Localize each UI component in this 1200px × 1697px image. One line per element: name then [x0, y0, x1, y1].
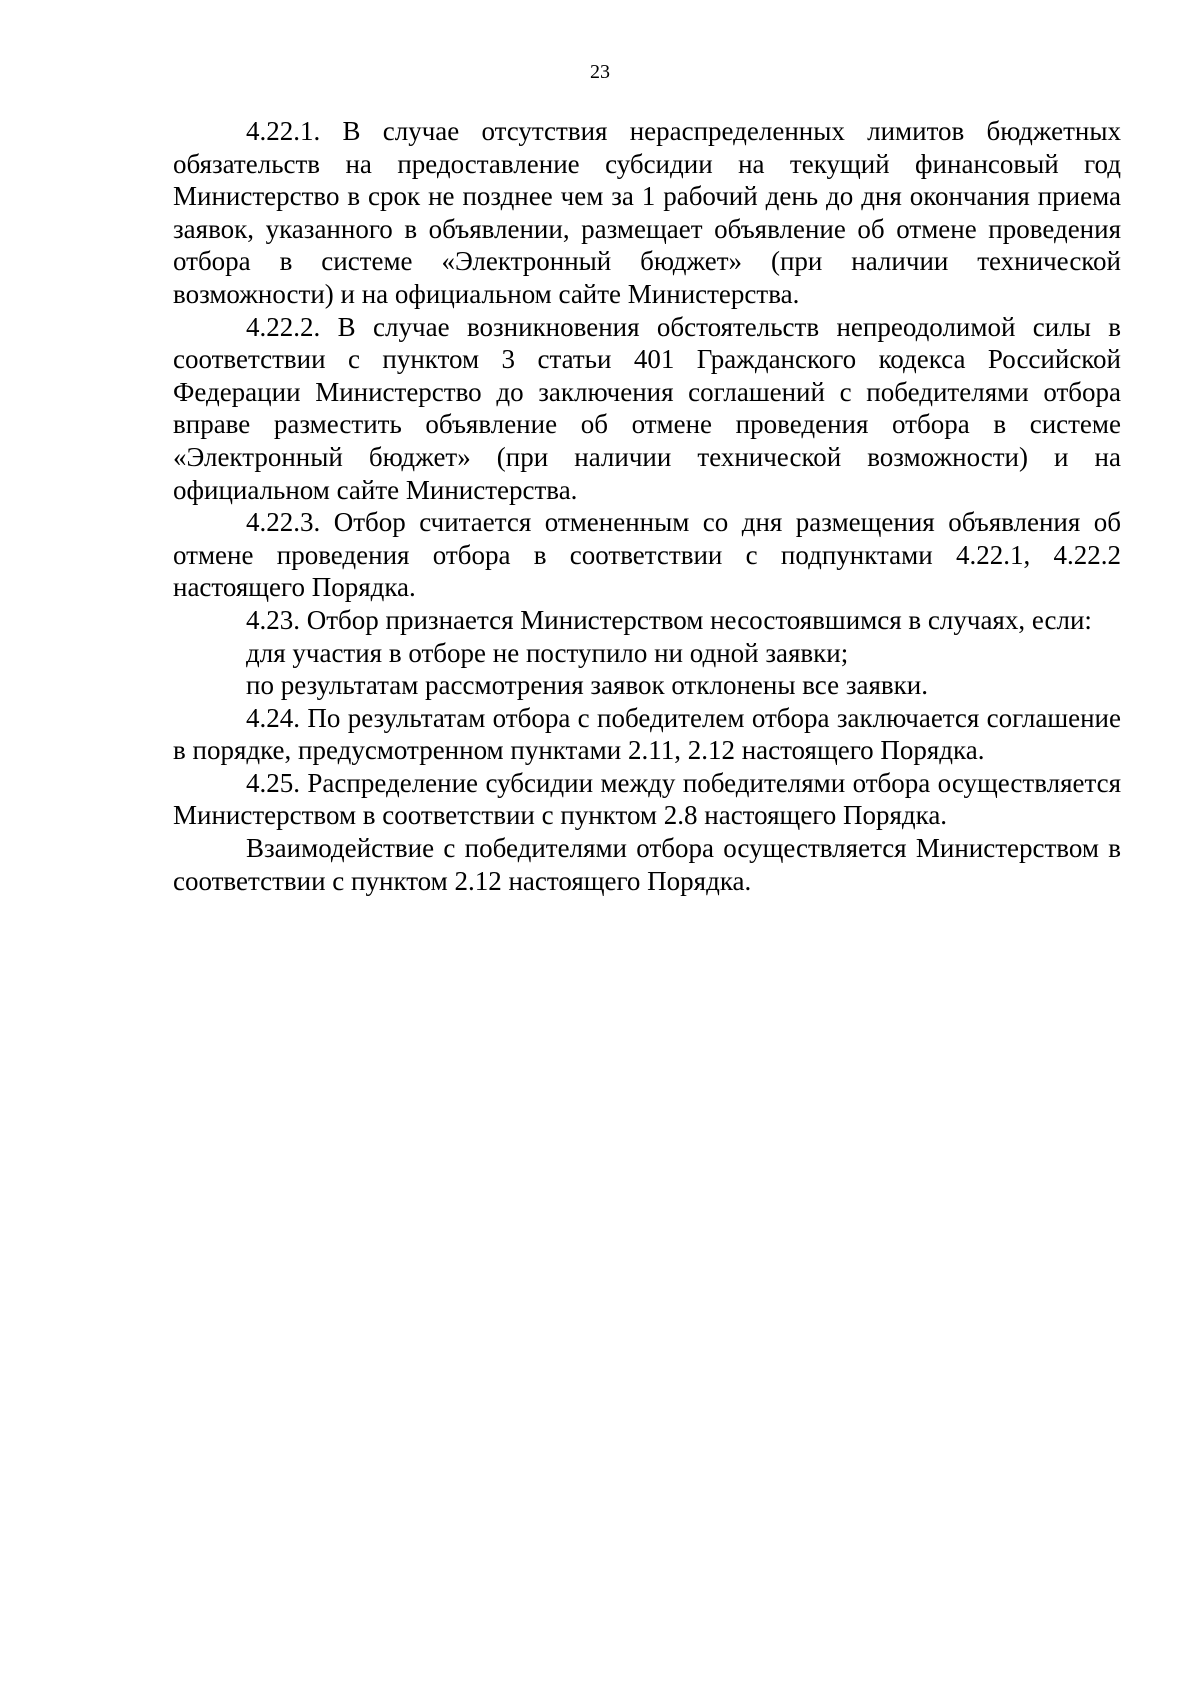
paragraph-case-no-applications: для участия в отборе не поступило ни одной заявки;	[246, 637, 849, 668]
paragraph-4-22-1: 4.22.1. В случае отсутствия нераспределенных лимитов бюджетных обязательств на предоставление субсидии на текущий финансовый год Министерство в срок не позднее чем за 1 рабочий день до дня окончания приема заявок, указанного в объявлении, размещает объявление об отмене проведения отбора в системе «Электронный бюджет» (при наличии технической возможности) и на официальном сайте Министерства.	[173, 116, 1121, 309]
paragraph-4-25: 4.25. Распределение субсидии между победителями отбора осуществляется Министерством в соответствии с пунктом 2.8 настоящего Порядка.	[173, 767, 1121, 831]
paragraph-4-23: 4.23. Отбор признается Министерством несостоявшимся в случаях, если:	[246, 604, 1092, 635]
page-number: 23	[590, 61, 610, 83]
paragraph-case-all-rejected: по результатам рассмотрения заявок отклонены все заявки.	[246, 670, 928, 701]
paragraph-4-22-3: 4.22.3. Отбор считается отмененным со дня размещения объявления об отмене проведения отбора в соответствии с подпунктами 4.22.1, 4.22.2 настоящего Порядка.	[173, 507, 1121, 603]
paragraph-4-24: 4.24. По результатам отбора с победителем отбора заключается соглашение в порядке, предусмотренном пунктами 2.11, 2.12 настоящего Порядка.	[173, 702, 1121, 766]
paragraph-4-22-2: 4.22.2. В случае возникновения обстоятельств непреодолимой силы в соответствии с пунктом 3 статьи 401 Гражданского кодекса Российской Федерации Министерство до заключения соглашений с победителями отбора вправе разместить объявление об отмене проведения отбора в системе «Электронный бюджет» (при наличии технической возможности) и на официальном сайте Министерства.	[173, 311, 1121, 505]
paragraph-interaction: Взаимодействие с победителями отбора осуществляется Министерством в соответствии с пунктом 2.12 настоящего Порядка.	[173, 833, 1121, 896]
document-body	[173, 115, 1121, 897]
